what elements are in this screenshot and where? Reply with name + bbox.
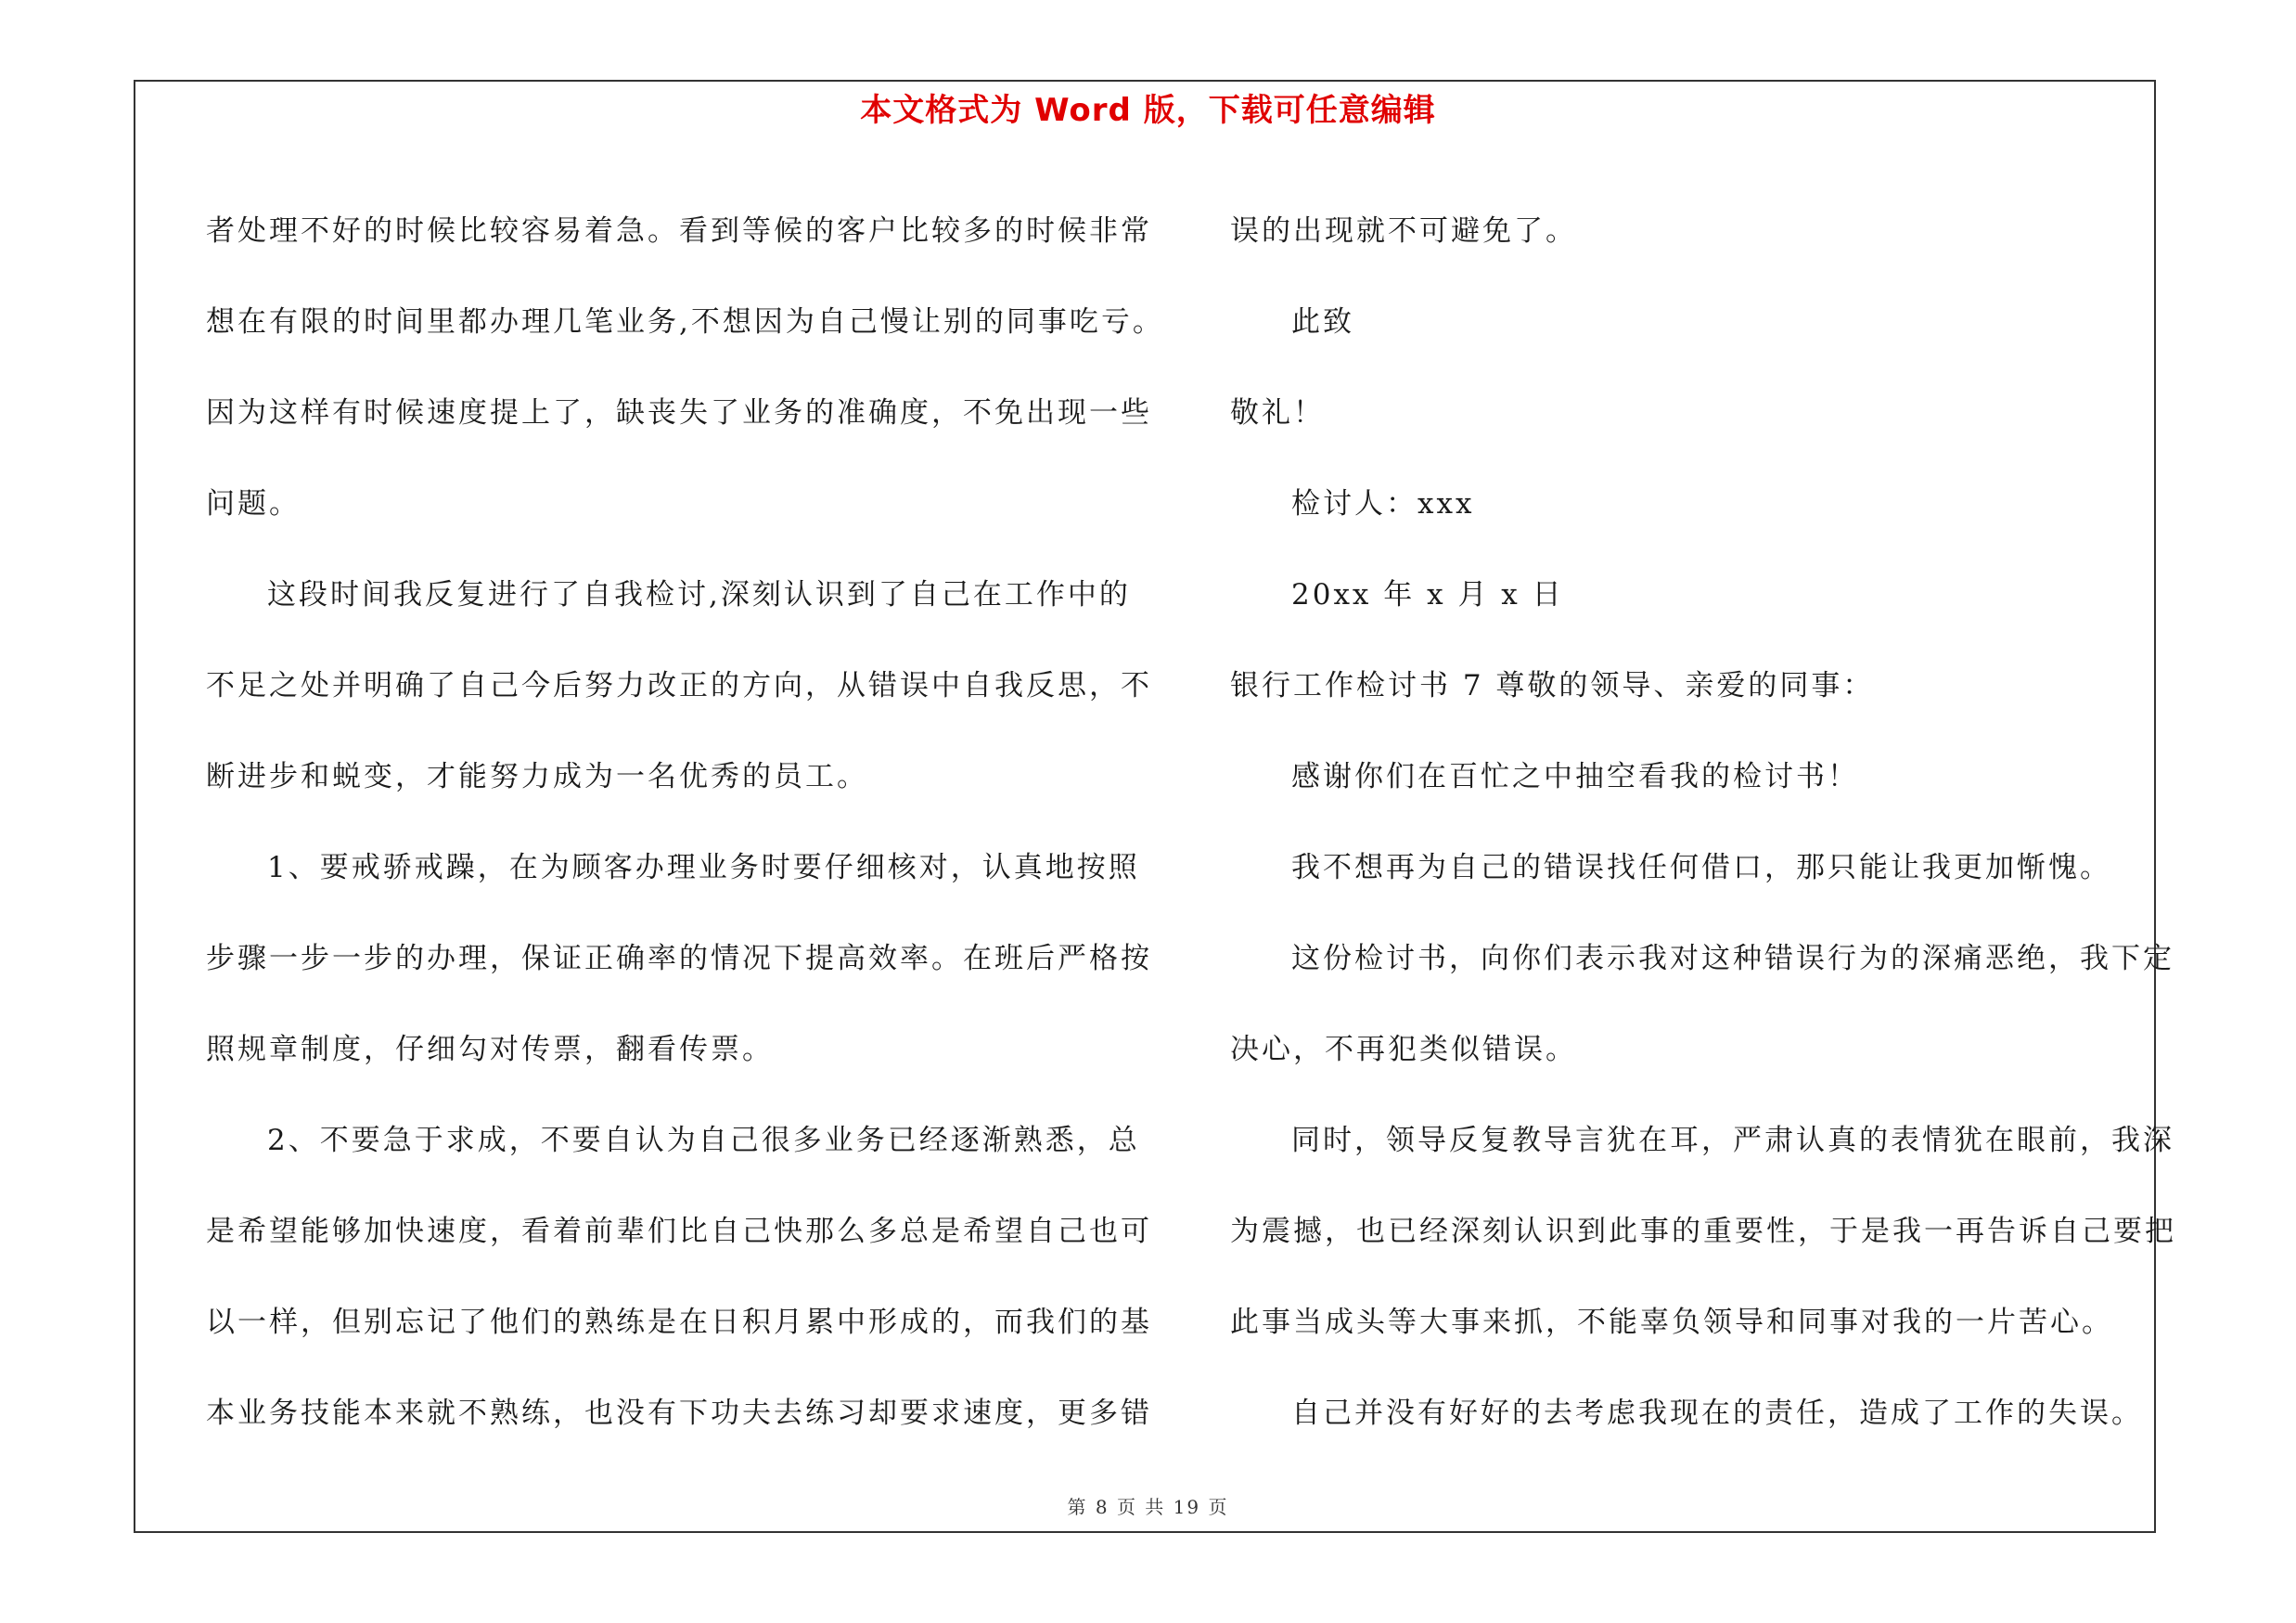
text-line: 照规章制度，仔细勾对传票，翻看传票。 xyxy=(206,1033,774,1066)
text-line: 问题。 xyxy=(206,487,301,521)
text-line: 是希望能够加快速度，看着前辈们比自己快那么多总是希望自己也可 xyxy=(206,1215,1152,1248)
text-line: 因为这样有时候速度提上了，缺丧失了业务的准确度，不免出现一些 xyxy=(206,396,1152,430)
text-line: 检讨人：xxx xyxy=(1291,487,1475,521)
text-line: 断进步和蜕变，才能努力成为一名优秀的员工。 xyxy=(206,760,868,793)
text-line: 误的出现就不可避免了。 xyxy=(1230,214,1577,248)
text-line: 为震撼，也已经深刻认识到此事的重要性，于是我一再告诉自己要把 xyxy=(1230,1215,2176,1248)
text-line: 以一样，但别忘记了他们的熟练是在日积月累中形成的，而我们的基 xyxy=(206,1306,1152,1339)
text-line: 这份检讨书，向你们表示我对这种错误行为的深痛恶绝，我下定 xyxy=(1291,942,2174,975)
text-line: 这段时间我反复进行了自我检讨,深刻认识到了自己在工作中的 xyxy=(267,578,1131,612)
text-line: 20xx 年 x 月 x 日 xyxy=(1291,578,1564,612)
text-line: 同时，领导反复教导言犹在耳，严肃认真的表情犹在眼前，我深 xyxy=(1291,1124,2174,1157)
left-text-column xyxy=(206,186,1164,1459)
text-line: 本业务技能本来就不熟练，也没有下功夫去练习却要求速度，更多错 xyxy=(206,1397,1152,1430)
text-line: 此致 xyxy=(1291,305,1354,339)
format-banner: 本文格式为 Word 版，下载可任意编辑 xyxy=(860,92,1436,129)
text-line: 此事当成头等大事来抓，不能辜负领导和同事对我的一片苦心。 xyxy=(1230,1306,2113,1339)
text-line: 感谢你们在百忙之中抽空看我的检讨书！ xyxy=(1291,760,1859,793)
right-text-column xyxy=(1230,186,2176,1459)
text-line: 1、要戒骄戒躁，在为顾客办理业务时要仔细核对，认真地按照 xyxy=(267,851,1140,884)
text-line: 银行工作检讨书 7 尊敬的领导、亲爱的同事： xyxy=(1230,669,1875,702)
text-line: 敬礼！ xyxy=(1230,396,1325,430)
text-line: 2、不要急于求成，不要自认为自己很多业务已经逐渐熟悉，总 xyxy=(267,1124,1140,1157)
text-line: 不足之处并明确了自己今后努力改正的方向，从错误中自我反思，不 xyxy=(206,669,1152,702)
text-line: 决心，不再犯类似错误。 xyxy=(1230,1033,1577,1066)
text-line: 我不想再为自己的错误找任何借口，那只能让我更加惭愧。 xyxy=(1291,851,2111,884)
text-line: 想在有限的时间里都办理几笔业务,不想因为自己慢让别的同事吃亏。 xyxy=(206,305,1164,339)
page-number-footer: 第 8 页 共 19 页 xyxy=(1067,1496,1229,1518)
text-line: 步骤一步一步的办理，保证正确率的情况下提高效率。在班后严格按 xyxy=(206,942,1152,975)
text-line: 者处理不好的时候比较容易着急。看到等候的客户比较多的时候非常 xyxy=(206,214,1152,248)
text-line: 自己并没有好好的去考虑我现在的责任，造成了工作的失误。 xyxy=(1291,1397,2143,1430)
